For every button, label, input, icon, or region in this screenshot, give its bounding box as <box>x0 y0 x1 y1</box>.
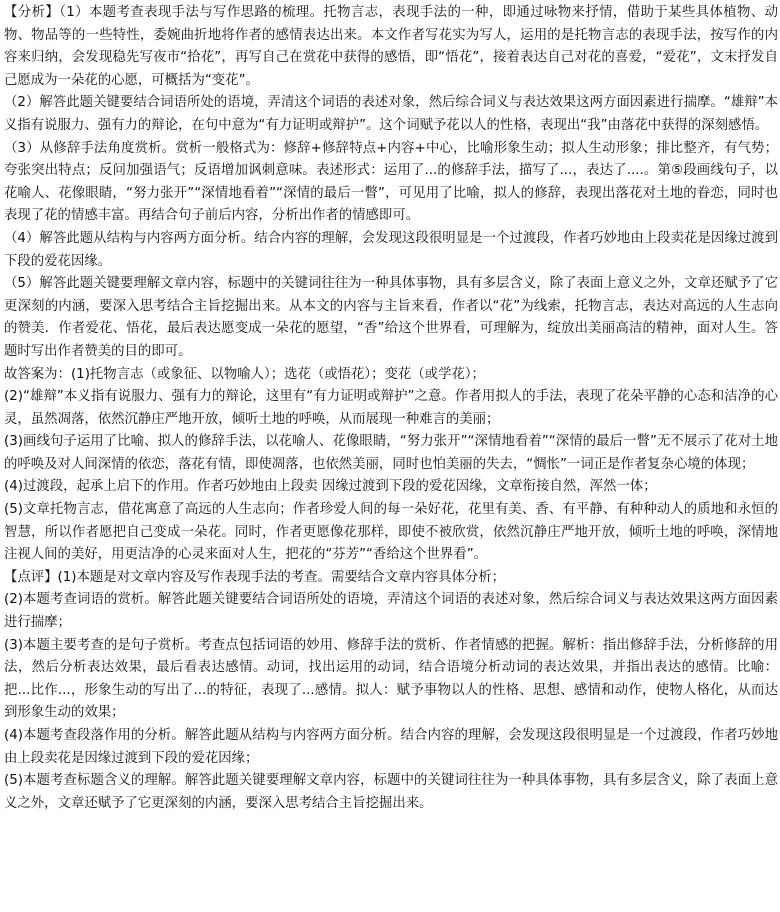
comment-part-3: (3)本题主要考查的是句子赏析。考查点包括词语的妙用、修辞手法的赏析、作者情感的把握。解析：指出修辞手法，分析修辞的用法，然后分析表达效果，最后看表达感情。动词，找出运用的动词，结合语境分析动词的表达效果，并指出表达的感情。比喻：把...比作...，形象生动的写出了...的特征，表现了...感情。拟人：赋予事物以人的性格、思想、感情和动作，使物人格化，从而达到形象生动的效果； <box>4 637 778 721</box>
analysis-part-2: （2）解答此题关键要结合词语所处的语境，弄清这个词语的表述对象，然后综合词义与表达效果这两方面因素进行揣摩。“雄辩”本义指有说服力、强有力的辩论，在句中意为“有力证明或辩护”。这个词赋予花以人的性格，表现出“我”由落花中获得的深刻感悟。 <box>4 95 778 133</box>
answer-part-1: 故答案为：(1)托物言志（或象征、以物喻人）；选花（或悟花）；变花（或学花）； <box>4 366 485 382</box>
answer-part-4: (4)过渡段，起承上启下的作用。作者巧妙地由上段卖 因缘过渡到下段的爱花因缘，文章衔接自然，浑然一体； <box>4 479 657 495</box>
analysis-part-4: （4）解答此题从结构与内容两方面分析。结合内容的理解，会发现这段很明显是一个过渡段，作者巧妙地由上段卖花是因缘过渡到下段的爱花因缘。 <box>4 230 778 269</box>
analysis-part-3: （3）从修辞手法角度赏析。赏析一般格式为：修辞+修辞特点+内容+中心，比喻形象生动；拟人生动形象；排比整齐，有气势；夸张突出特点；反问加强语气；反语增加讽刺意味。表述形式：运用了...的修辞手法，描写了...，表达了....。第⑤段画线句子，以花喻人、花像眼睛，“努力张开”“深情地看着”“深情的最后一瞥”，可见用了比喻，拟人的修辞，表现出落花对土地的眷恋，同时也表现了花的情感丰富。再结合句子前后内容，分析出作者的情感即可。 <box>4 140 778 224</box>
answer-part-5: (5)文章托物言志，借花寓意了高远的人生志向；作者珍爱人间的每一朵好花，花里有美、香、有平静、有种种动人的质地和永恒的智慧，所以作者愿把自己变成一朵花。同时，作者更愿像花那样，即使不被欣赏，依然沉静庄严地开放，倾听土地的呼唤，深情地注视人间的美好，用更洁净的心灵来面对人生，把花的“芬芳”“香给这个世界看”。 <box>4 502 778 563</box>
comment-part-4: (4)本题考查段落作用的分析。解答此题从结构与内容两方面分析。结合内容的理解，会发现这段很明显是一个过渡段，作者巧妙地由上段卖花是因缘过渡到下段的爱花因缘； <box>4 728 778 766</box>
analysis-part-1: 【分析】（1）本题考查表现手法与写作思路的梳理。托物言志，表现手法的一种，即通过咏物来抒情，借助于某些具体植物、动物、物品等的一些特性，委婉曲折地将作者的感情表达出来。本文作者写花实为写人，运用的是托物言志的表现手法，按写作的内容来归纳，会发现稳先写夜市“拾花”，再写自己在赏花中获得的感悟，即“悟花”，接着表达自己对花的喜爱，“爱花”，文末抒发自己愿成为一朵花的心愿，可概括为“变花”。 <box>4 5 778 88</box>
answer-part-3: (3)画线句子运用了比喻、拟人的修辞手法，以花喻人、花像眼睛，“努力张开”“深情地看着”“深情的最后一瞥”无不展示了花对土地的呼唤及对人间深情的依恋，落花有情，即使凋落，也依然美丽，同时也怕美丽的失去，“惆怅”一词正是作者复杂心境的体现； <box>4 434 778 472</box>
comment-part-2: (2)本题考查词语的赏析。解答此题关键要结合词语所处的语境，弄清这个词语的表述对象，然后综合词义与表达效果这两方面因素进行揣摩； <box>4 592 778 631</box>
answer-part-2: (2)“雄辩”本义指有说服力、强有力的辩论，这里有“有力证明或辩护”之意。作者用拟人的手法，表现了花朵平静的心态和洁净的心灵，虽然凋落，依然沉静庄严地开放，倾听土地的呼唤，从而展现一种难言的美丽； <box>4 389 778 427</box>
comment-part-1: 【点评】(1)本题是对文章内容及写作表现手法的考查。需要结合文章内容具体分析； <box>4 569 506 585</box>
analysis-part-5: （5）解答此题关键要理解文章内容，标题中的关键词往往为一种具体事物，具有多层含义，除了表面上意义之外，文章还赋予了它更深刻的内涵，要深入思考结合主旨挖掘出来。从本文的内容与主旨来看，作者以“花”为线索，托物言志，表达对高远的人生志向的赞美．作者爱花、悟花，最后表达愿变成一朵花的愿望，“香”给这个世界看，可理解为，绽放出美丽高洁的精神，面对人生。答题时写出作者赞美的目的即可。 <box>4 276 778 359</box>
comment-part-5: (5)本题考查标题含义的理解。解答此题关键要理解文章内容，标题中的关键词往往为一种具体事物，具有多层含义，除了表面上意义之外，文章还赋予了它更深刻的内涵，要深入思考结合主旨挖掘出来。 <box>4 773 778 811</box>
